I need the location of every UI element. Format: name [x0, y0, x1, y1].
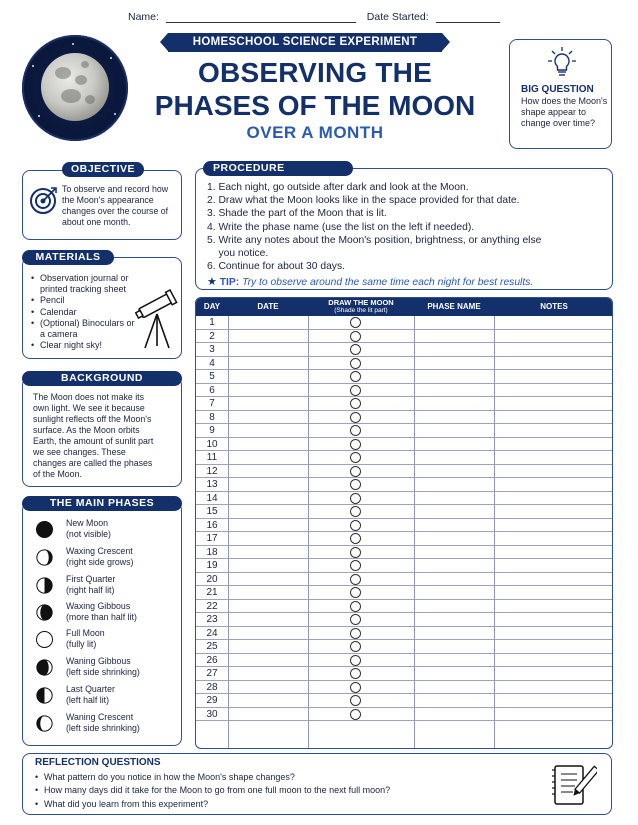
- name-label: Name:: [128, 11, 159, 23]
- phase-desc: (fully lit): [66, 638, 97, 649]
- table-row: [196, 357, 613, 371]
- table-row: [196, 613, 613, 627]
- phase-item: [32, 656, 182, 682]
- table-row: [196, 586, 613, 600]
- moon-drawing-circle[interactable]: [350, 668, 361, 679]
- table-row: [196, 681, 613, 695]
- moon-drawing-circle[interactable]: [350, 452, 361, 463]
- column-header-draw: [308, 298, 414, 316]
- day-number: 3: [209, 344, 215, 355]
- reflection-heading: REFLECTION QUESTIONS: [35, 757, 161, 768]
- background-section: [22, 377, 182, 487]
- table-row: [196, 627, 613, 641]
- day-number: 2: [209, 330, 215, 342]
- phase-desc: (more than half lit): [66, 611, 137, 622]
- day-number: 21: [206, 587, 218, 598]
- day-number: 23: [206, 614, 218, 625]
- full-moon-icon: [36, 631, 53, 648]
- procedure-step: 5. Write any notes about the Moon's position, brightness, or anything else: [207, 234, 542, 246]
- date-started-field[interactable]: [436, 13, 500, 23]
- material-item: • (Optional) Binoculars or a camera: [31, 318, 139, 340]
- draw-header-label: DRAW THE MOON: [328, 298, 394, 307]
- table-row: [196, 330, 613, 344]
- procedure-step: 3. Shade the part of the Moon that is lit.: [207, 208, 387, 220]
- day-number: 14: [206, 492, 218, 504]
- day-number: 1: [209, 317, 215, 328]
- name-date-line: [128, 11, 500, 23]
- table-row: [196, 532, 613, 546]
- moon-drawing-circle[interactable]: [350, 655, 361, 666]
- day-number: 15: [206, 506, 218, 517]
- moon-drawing-circle[interactable]: [350, 601, 361, 612]
- phase-desc: (right half lit): [66, 584, 115, 595]
- day-number: 18: [206, 546, 218, 558]
- day-number: 7: [209, 398, 215, 409]
- moon-drawing-circle[interactable]: [350, 412, 361, 423]
- phase-desc: (left side shrinking): [66, 666, 140, 677]
- big-question-card: [509, 39, 612, 149]
- main-phases-heading: THE MAIN PHASES: [22, 496, 182, 511]
- moon-drawing-circle[interactable]: [350, 695, 361, 706]
- page-title-line-2: PHASES OF THE MOON: [154, 90, 476, 121]
- moon-drawing-circle[interactable]: [350, 506, 361, 517]
- full-moon-graphic: [41, 53, 109, 121]
- materials-heading: MATERIALS: [22, 250, 114, 265]
- day-number: 24: [206, 627, 218, 639]
- day-number: 22: [206, 600, 218, 612]
- moon-drawing-circle[interactable]: [350, 493, 361, 504]
- material-item: • Observation journal or printed tracking sheet: [31, 273, 139, 295]
- phase-item: [32, 628, 182, 654]
- moon-drawing-circle[interactable]: [350, 398, 361, 409]
- column-divider: [228, 316, 229, 748]
- moon-drawing-circle[interactable]: [350, 358, 361, 369]
- moon-illustration: [22, 35, 128, 141]
- day-number: 8: [209, 411, 215, 423]
- moon-drawing-circle[interactable]: [350, 479, 361, 490]
- table-row: [196, 694, 613, 708]
- day-number: 4: [209, 357, 215, 369]
- moon-drawing-circle[interactable]: [350, 614, 361, 625]
- day-number: 12: [206, 465, 218, 477]
- phase-item: [32, 601, 182, 627]
- procedure-section: [195, 168, 613, 290]
- moon-drawing-circle[interactable]: [350, 560, 361, 571]
- objective-section: [22, 170, 182, 240]
- reflection-question: • What pattern do you notice in how the Moon's shape changes?: [35, 771, 390, 784]
- table-row: [196, 492, 613, 506]
- tip-label: TIP:: [219, 277, 240, 288]
- phase-desc: (left side shrinking): [66, 722, 140, 733]
- phase-desc: (not visible): [66, 528, 111, 539]
- procedure-step: 6. Continue for about 30 days.: [207, 261, 345, 273]
- target-icon: [29, 185, 59, 215]
- tip-text: Try to observe around the same time each night for best results.: [242, 277, 534, 288]
- phase-desc: (right side grows): [66, 556, 134, 567]
- moon-drawing-circle[interactable]: [350, 317, 361, 328]
- table-row: [196, 654, 613, 668]
- table-row: [196, 451, 613, 465]
- day-number: 13: [206, 479, 218, 490]
- big-question-heading: BIG QUESTION: [521, 84, 594, 95]
- moon-drawing-circle[interactable]: [350, 641, 361, 652]
- table-row: [196, 640, 613, 654]
- column-header-phase: PHASE NAME: [427, 302, 481, 311]
- big-question-text: How does the Moon's shape appear to change over time?: [521, 96, 608, 128]
- table-row: [196, 384, 613, 398]
- table-header: [196, 298, 613, 316]
- reflection-question: • How many days did it take for the Moon to go from one full moon to the next full moon?: [35, 784, 390, 797]
- day-number: 16: [206, 519, 218, 531]
- moon-drawing-circle[interactable]: [350, 574, 361, 585]
- new-moon-icon: [36, 521, 53, 538]
- notebook-pencil-icon: [551, 760, 597, 808]
- background-text: The Moon does not make its own light. We see it because sunlight reflects off the Moon's surface. As the Moon orbits Earth, the amount of sunlit part we see changes. These changes are called the phases of the Moon.: [33, 392, 154, 479]
- table-row: [196, 505, 613, 519]
- moon-drawing-circle[interactable]: [350, 628, 361, 639]
- material-item: • Clear night sky!: [31, 340, 139, 351]
- first-quarter-icon: [36, 577, 53, 594]
- day-number: 6: [209, 384, 215, 396]
- moon-drawing-circle[interactable]: [350, 547, 361, 558]
- moon-drawing-circle[interactable]: [350, 425, 361, 436]
- procedure-heading: PROCEDURE: [203, 161, 353, 176]
- moon-drawing-circle[interactable]: [350, 331, 361, 342]
- procedure-step: 2. Draw what the Moon looks like in the space provided for that date.: [207, 195, 520, 207]
- observation-table: [195, 297, 613, 749]
- phase-name: Waning Crescent: [66, 712, 134, 722]
- day-number: 11: [206, 452, 218, 463]
- day-number: 30: [206, 708, 218, 720]
- page-title-line-1: OBSERVING THE: [198, 57, 432, 88]
- column-divider: [414, 316, 415, 748]
- phase-desc: (left half lit): [66, 694, 110, 705]
- objective-heading: OBJECTIVE: [62, 162, 144, 177]
- moon-drawing-circle[interactable]: [350, 371, 361, 382]
- table-row: [196, 370, 613, 384]
- tip-line: [207, 275, 533, 288]
- draw-header-sublabel: (Shade the lit part): [334, 307, 388, 314]
- phase-item: [32, 712, 182, 738]
- column-divider: [494, 316, 495, 748]
- phase-item: [32, 546, 182, 572]
- phase-name: Full Moon: [66, 628, 105, 638]
- moon-drawing-circle[interactable]: [350, 520, 361, 531]
- phase-name: Waning Gibbous: [66, 656, 131, 666]
- moon-drawing-circle[interactable]: [350, 709, 361, 720]
- table-row: [196, 343, 613, 357]
- table-row: [196, 708, 613, 722]
- table-row: [196, 397, 613, 411]
- phase-name: First Quarter: [66, 574, 116, 584]
- table-row: [196, 316, 613, 330]
- day-number: 25: [206, 641, 218, 652]
- table-row: [196, 478, 613, 492]
- waxing-gibbous-icon: [36, 604, 53, 621]
- table-row: [196, 411, 613, 425]
- day-number: 29: [206, 695, 218, 706]
- phase-name: Waxing Gibbous: [66, 601, 131, 611]
- table-row: [196, 600, 613, 614]
- moon-drawing-circle[interactable]: [350, 587, 361, 598]
- reflection-section: [22, 753, 612, 815]
- table-row: [196, 573, 613, 587]
- phase-item: [32, 518, 182, 544]
- table-row: [196, 465, 613, 479]
- name-field[interactable]: [166, 13, 356, 23]
- material-item: • Pencil: [31, 295, 139, 306]
- day-number: 28: [206, 681, 218, 693]
- procedure-step: you notice.: [207, 248, 269, 260]
- materials-section: [22, 257, 182, 359]
- day-number: 17: [206, 533, 218, 544]
- background-heading: BACKGROUND: [22, 371, 182, 386]
- day-number: 5: [209, 371, 215, 382]
- day-number: 27: [206, 668, 218, 679]
- table-row: [196, 667, 613, 681]
- reflection-question: • What did you learn from this experiment?: [35, 798, 390, 811]
- moon-drawing-circle[interactable]: [350, 533, 361, 544]
- table-row: [196, 519, 613, 533]
- column-header-day: DAY: [203, 302, 221, 311]
- day-number: 19: [206, 560, 218, 571]
- day-number: 20: [206, 573, 218, 585]
- waning-gibbous-icon: [36, 659, 53, 676]
- phase-name: New Moon: [66, 518, 109, 528]
- table-row: [196, 559, 613, 573]
- moon-drawing-circle[interactable]: [350, 439, 361, 450]
- phase-item: [32, 684, 182, 710]
- waxing-crescent-icon: [36, 549, 53, 566]
- lightbulb-icon: [548, 46, 576, 78]
- star-icon: ★: [207, 276, 217, 288]
- phase-item: [32, 574, 182, 600]
- column-divider: [308, 316, 309, 748]
- date-started-label: Date Started:: [366, 11, 429, 23]
- table-row: [196, 438, 613, 452]
- moon-drawing-circle[interactable]: [350, 682, 361, 693]
- phase-name: Last Quarter: [66, 684, 115, 694]
- column-header-date: DATE: [257, 302, 279, 311]
- moon-drawing-circle[interactable]: [350, 344, 361, 355]
- phase-name: Waxing Crescent: [66, 546, 133, 556]
- last-quarter-icon: [36, 687, 53, 704]
- procedure-step: 1. Each night, go outside after dark and look at the Moon.: [207, 182, 469, 193]
- column-header-notes: NOTES: [540, 302, 568, 311]
- telescope-icon: [135, 288, 179, 350]
- material-item: • Calendar: [31, 307, 139, 318]
- day-number: 26: [206, 654, 218, 666]
- procedure-step: 4. Write the phase name (use the list on the left if needed).: [207, 221, 475, 233]
- day-number: 9: [209, 425, 215, 436]
- moon-drawing-circle[interactable]: [350, 466, 361, 477]
- title-banner: HOMESCHOOL SCIENCE EXPERIMENT: [168, 33, 442, 52]
- page-subtitle: OVER A MONTH: [246, 123, 384, 142]
- day-number: 10: [206, 438, 218, 450]
- moon-drawing-circle[interactable]: [350, 385, 361, 396]
- table-row: [196, 546, 613, 560]
- waning-crescent-icon: [36, 715, 53, 732]
- table-row: [196, 424, 613, 438]
- objective-text: To observe and record how the Moon's appearance changes over the course of about one month.: [62, 184, 169, 227]
